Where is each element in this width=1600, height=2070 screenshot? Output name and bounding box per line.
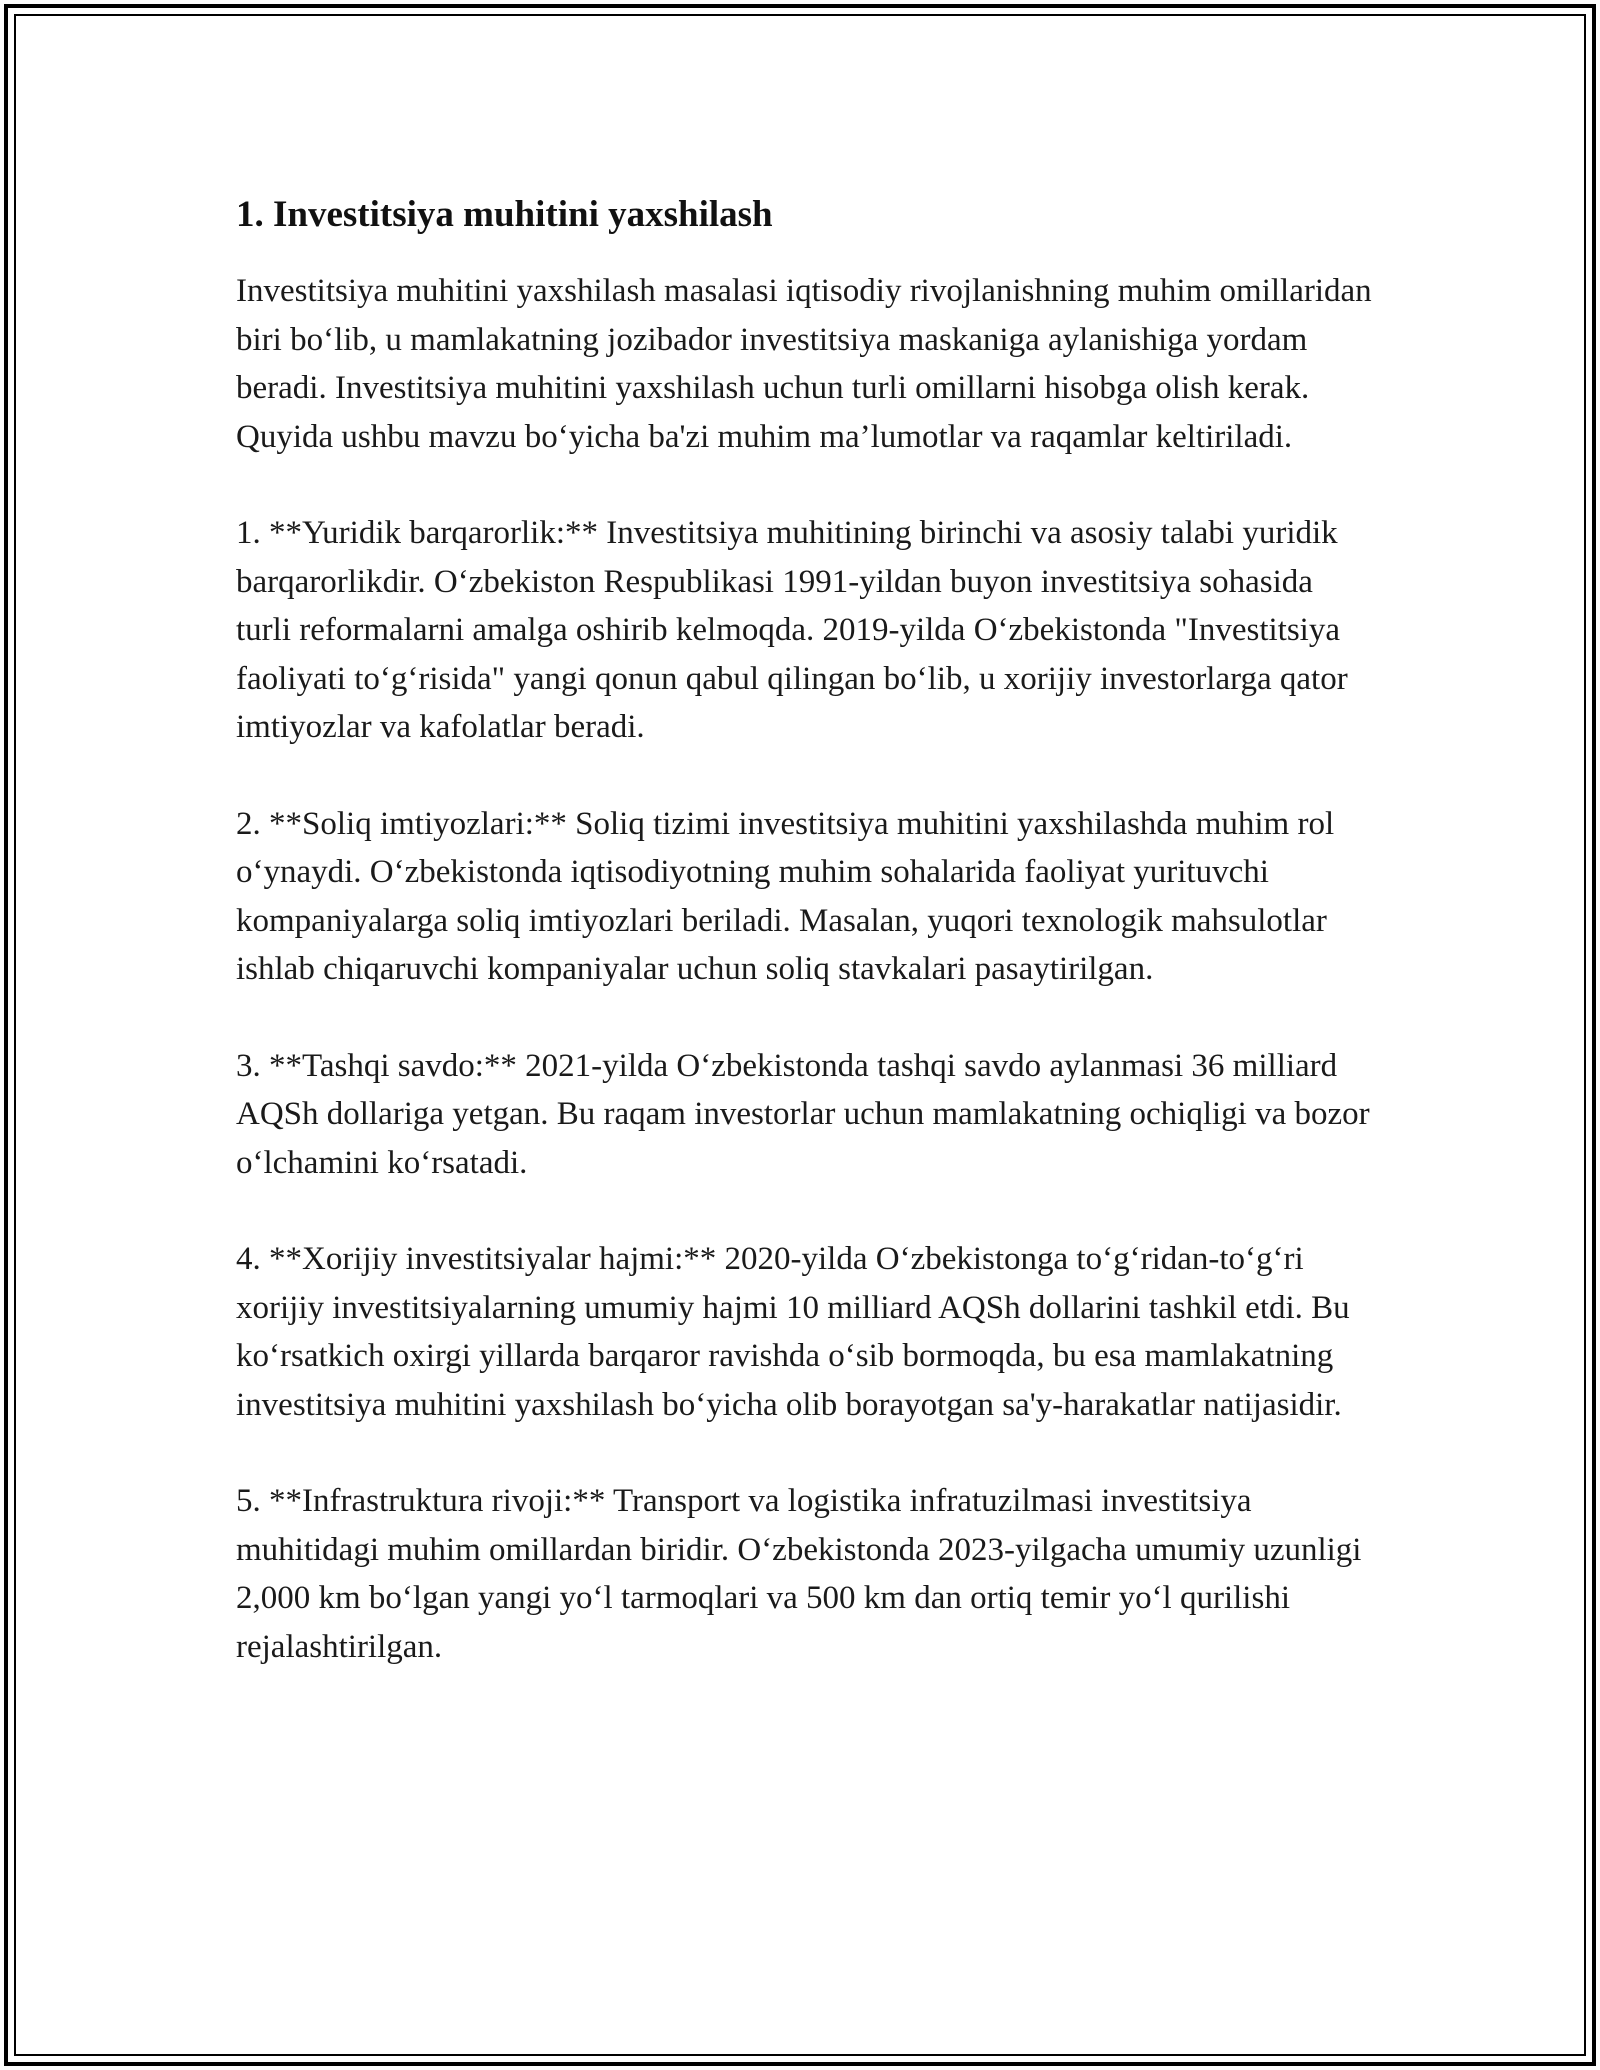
- list-item-foreign-investment-volume: 4. **Xorijiy investitsiyalar hajmi:** 2020-yilda O‘zbekistonga to‘g‘ridan-to‘g‘ri xorijiy investitsiyalarning umumiy hajmi 10 milliard AQSh dollarini tashkil etdi. Bu ko‘rsatkich oxirgi yillarda barqaror ravishda o‘sib bormoqda, bu esa mamlakatning investitsiya muhitini yaxshilash bo‘yicha olib borayotgan sa'y-harakatlar natijasidir.: [236, 1241, 1350, 1423]
- list-item-foreign-trade: 3. **Tashqi savdo:** 2021-yilda O‘zbekistonda tashqi savdo aylanmasi 36 milliard AQSh dollariga yetgan. Bu raqam investorlar uchun mamlakatning ochiqligi va bozor o‘lchamini ko‘rsatadi.: [236, 1047, 1370, 1181]
- list-item-infrastructure: 5. **Infrastruktura rivoji:** Transport va logistika infratuzilmasi investitsiya muhitidagi muhim omillardan biridir. O‘zbekistonda 2023-yilgacha umumiy uzunligi 2,000 km bo‘lgan yangi yo‘l tarmoqlari va 500 km dan ortiq temir yo‘l qurilishi rejalashtirilgan.: [236, 1483, 1362, 1665]
- document-body: [236, 185, 1376, 1719]
- list-item-legal-stability: 1. **Yuridik barqarorlik:** Investitsiya muhitining birinchi va asosiy talabi yuridik barqarorlikdir. O‘zbekiston Respublikasi 1991-yildan buyon investitsiya sohasida turli reformalarni amalga oshirib kelmoqda. 2019-yilda O‘zbekistonda "Investitsiya faoliyati to‘g‘risida" yangi qonun qabul qilingan bo‘lib, u xorijiy investorlarga qator imtiyozlar va kafolatlar beradi.: [236, 515, 1348, 745]
- intro-paragraph: Investitsiya muhitini yaxshilash masalasi iqtisodiy rivojlanishning muhim omillaridan biri bo‘lib, u mamlakatning jozibador investitsiya maskaniga aylanishiga yordam beradi. Investitsiya muhitini yaxshilash uchun turli omillarni hisobga olish kerak. Quyida ushbu mavzu bo‘yicha ba'zi muhim ma’lumotlar va raqamlar keltiriladi.: [236, 273, 1372, 455]
- section-heading: 1. Investitsiya muhitini yaxshilash: [236, 194, 773, 235]
- list-item-tax-benefits: 2. **Soliq imtiyozlari:** Soliq tizimi investitsiya muhitini yaxshilashda muhim rol o‘ynaydi. O‘zbekistonda iqtisodiyotning muhim sohalarida faoliyat yurituvchi kompaniyalarga soliq imtiyozlari beriladi. Masalan, yuqori texnologik mahsulotlar ishlab chiqaruvchi kompaniyalar uchun soliq stavkalari pasaytirilgan.: [236, 805, 1335, 987]
